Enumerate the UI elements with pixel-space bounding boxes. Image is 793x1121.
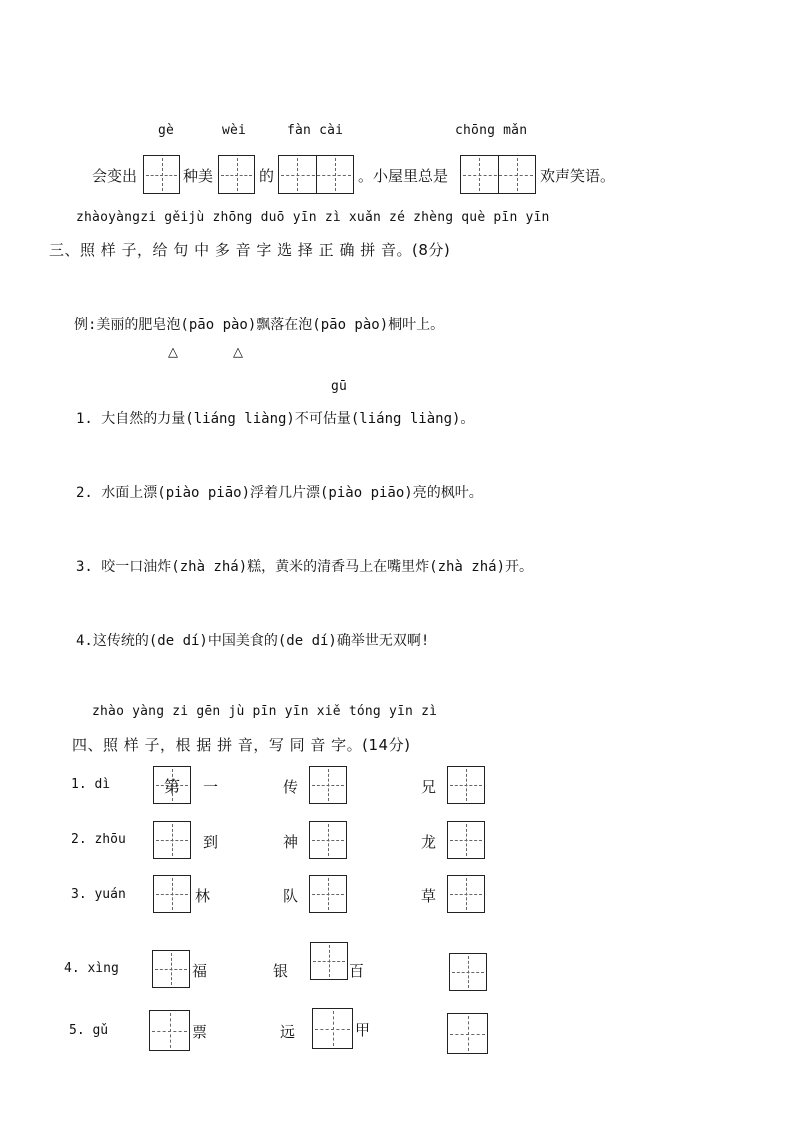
section4-heading-pinyin: zhào yàng zi gēn jù pīn yīn xiě tóng yīn zì [92,704,438,719]
pinyin-chongman: chōng mǎn [455,123,528,138]
section3-heading-pinyin: zhàoyàngzi gěijù zhōng duō yīn zì xuǎn zé zhèng què pīn yīn [76,210,550,225]
row2-box-3[interactable] [447,821,485,859]
row5-label: 5. gǔ [69,1023,109,1038]
row4-char-2: 银 [273,962,289,980]
row1-box-2[interactable] [309,766,347,804]
answer-box-wei[interactable] [218,155,255,194]
pinyin-gu: gū [331,379,348,394]
row3-char-2: 队 [283,887,299,905]
triangle-mark-1: △ [168,345,178,360]
row2-char-3: 龙 [421,833,437,851]
row3-box-1[interactable] [153,875,191,913]
sentence-seg-2: 种美 [183,167,214,185]
row1-box-3[interactable] [447,766,485,804]
row3-box-2[interactable] [309,875,347,913]
row4-box-3[interactable] [449,953,487,991]
section3-item-1: 1. 大自然的力量(liáng liàng)不可估量(liáng liàng)。 [76,411,475,427]
row2-char-2: 神 [283,833,299,851]
example-char: 第 [163,777,180,796]
section3-example: 例:美丽的肥皂泡(pāo pào)飘落在泡(pāo pào)桐叶上。 [74,317,445,333]
row1-char-2: 传 [283,778,299,796]
row4-box-1[interactable] [152,950,190,988]
row5-box-1[interactable] [149,1010,190,1051]
row5-box-3[interactable] [447,1013,488,1054]
row1-char-1: 一 [203,778,219,796]
answer-box-ge[interactable] [143,155,180,194]
row4-char-1: 福 [192,962,208,980]
sentence-seg-3: 的 [259,167,275,185]
pinyin-wei: wèi [222,123,247,138]
section3-item-2: 2. 水面上漂(piào piāo)浮着几片漂(piào piāo)亮的枫叶。 [76,485,483,501]
row4-box-2[interactable] [310,942,348,980]
row1-box-1[interactable] [153,766,191,804]
answer-box-fancai[interactable] [278,155,354,194]
row4-label: 4. xìng [64,961,119,976]
section4-heading: 四、照 样 子，根 据 拼 音，写 同 音 字。(14分) [72,736,411,754]
pinyin-ge: gè [158,123,175,138]
section3-item-4: 4.这传统的(de dí)中国美食的(de dí)确举世无双啊! [76,633,430,649]
row1-label: 1. dì [71,777,111,792]
row5-char-2: 远 [280,1023,296,1041]
row2-box-1[interactable] [153,821,191,859]
answer-box-chongman[interactable] [460,155,536,194]
row2-label: 2. zhōu [71,832,126,847]
row4-char-3: 百 [349,962,365,980]
row5-char-3: 甲 [355,1021,371,1039]
row3-char-1: 林 [195,887,211,905]
sentence-seg-1: 会变出 [92,167,138,185]
sentence-seg-4: 。小屋里总是 [358,167,449,185]
section3-item-3: 3. 咬一口油炸(zhà zhá)糕，黄米的清香马上在嘴里炸(zhà zhá)开。 [76,559,534,575]
triangle-mark-2: △ [233,345,243,360]
row5-char-1: 票 [192,1023,208,1041]
row3-char-3: 草 [421,887,437,905]
row5-box-2[interactable] [312,1008,353,1049]
sentence-seg-5: 欢声笑语。 [540,167,616,185]
pinyin-fancai: fàn cài [287,123,344,138]
section3-heading: 三、照 样 子，给 句 中 多 音 字 选 择 正 确 拼 音。(8分) [49,241,451,259]
row3-box-3[interactable] [447,875,485,913]
row3-label: 3. yuán [71,887,126,902]
row2-char-1: 到 [203,833,219,851]
row1-char-3: 兄 [421,778,437,796]
row2-box-2[interactable] [309,821,347,859]
